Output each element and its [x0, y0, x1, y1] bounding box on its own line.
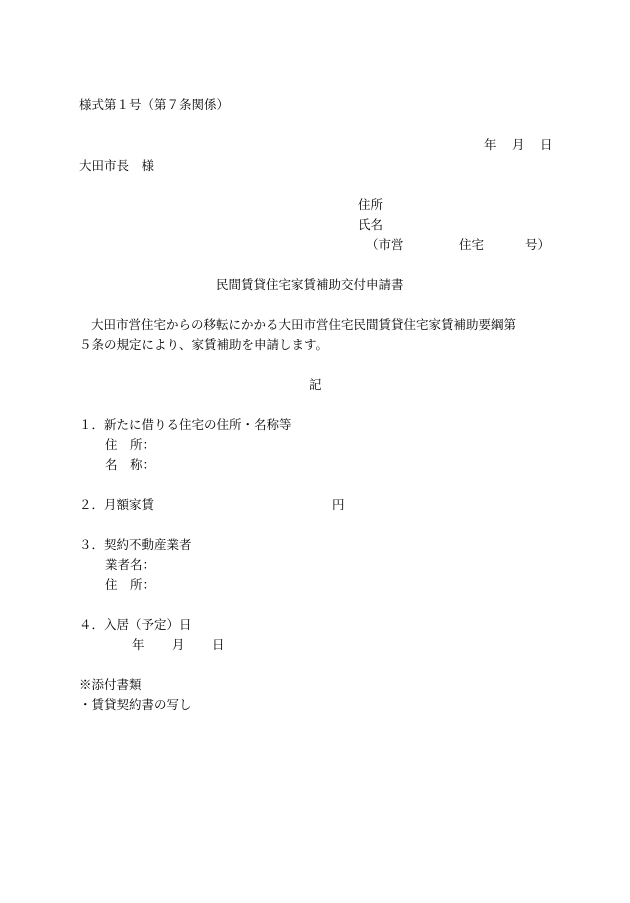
item4-month-label: 月 [172, 637, 185, 652]
item4-year-label: 年 [132, 637, 145, 652]
item2-unit: 円 [332, 497, 345, 512]
item2-heading: ２．月額家賃 [79, 497, 155, 512]
housing-mid: 住宅 [459, 237, 485, 252]
attachments-heading: ※添付書類 [79, 677, 142, 692]
date-month-label: 月 [512, 137, 525, 152]
item1-heading: １．新たに借りる住宅の住所・名称等 [79, 417, 292, 432]
date-day-label: 日 [540, 137, 553, 152]
item3-address-label: 住 所： [105, 577, 156, 592]
item4-day-label: 日 [212, 637, 225, 652]
addressee: 大田市長 様 [79, 158, 155, 173]
date-year-label: 年 [484, 137, 497, 152]
item3-company-label: 業者名： [105, 557, 156, 572]
applicant-address-label: 住所 [358, 197, 384, 212]
item1-address-label: 住 所： [105, 437, 156, 452]
item4-heading: ４．入居（予定）日 [79, 617, 192, 632]
housing-suffix: 号） [525, 237, 551, 252]
attachment-item: ・賃貸契約書の写し [79, 697, 192, 712]
form-number: 様式第１号（第７条関係） [79, 97, 230, 112]
document-title: 民間賃貸住宅家賃補助交付申請書 [216, 277, 404, 292]
housing-prefix: （市営 [366, 237, 404, 252]
body-line-2: ５条の規定により、家賃補助を申請します。 [79, 337, 329, 352]
applicant-name-label: 氏名 [358, 217, 384, 232]
item3-heading: ３．契約不動産業者 [79, 537, 192, 552]
body-line-1: 大田市営住宅からの移転にかかる大田市営住宅民間賃貸住宅家賃補助要綱第 [91, 317, 517, 332]
item1-name-label: 名 称： [105, 457, 156, 472]
ki-heading: 記 [309, 377, 322, 392]
